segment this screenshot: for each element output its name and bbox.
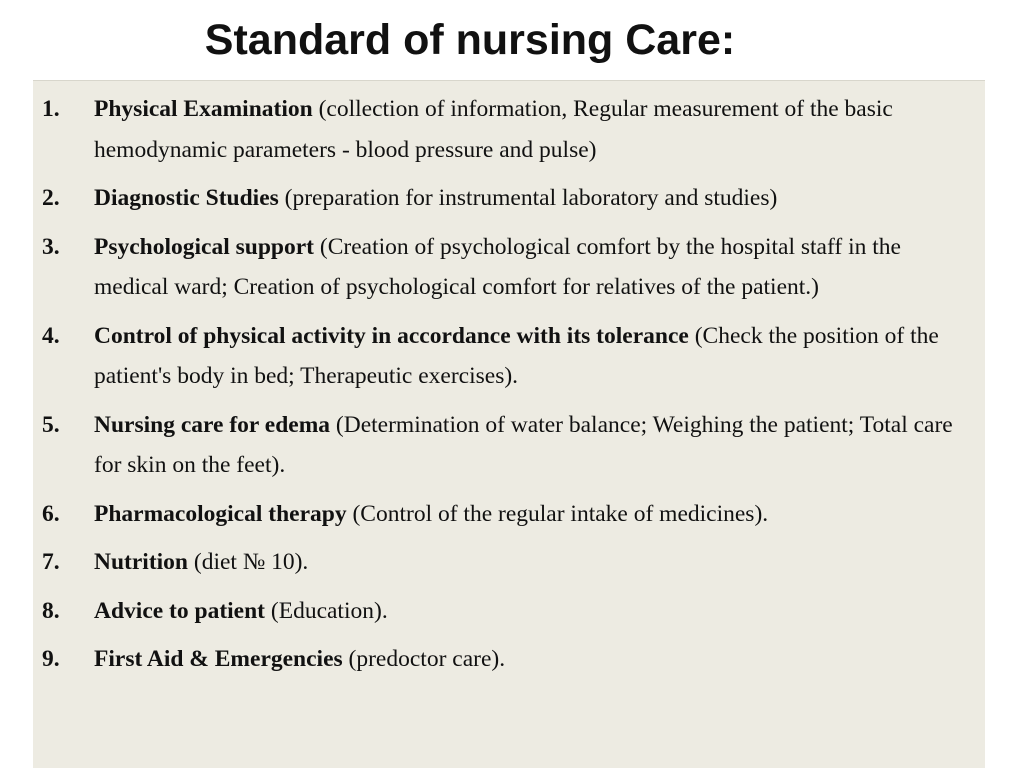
item-heading: Pharmacological therapy [94, 500, 347, 527]
item-number: 5. [42, 411, 60, 438]
list-item [33, 89, 985, 170]
item-description: (collection of information, Regular measurement of the basic hemodynamic parameters - blood pressure and pulse) [94, 96, 893, 163]
item-heading: First Aid & Emergencies [94, 646, 343, 672]
list-item [33, 542, 985, 583]
item-heading: Control of physical activity in accordance with its tolerance [94, 322, 689, 349]
list-item [33, 178, 985, 219]
list-item [33, 591, 985, 632]
item-description: (Creation of psychological comfort by the hospital staff in the medical ward; Creation of psychological comfort for relatives of the patient.) [94, 233, 901, 300]
item-description: (diet № 10). [188, 549, 309, 575]
item-number: 1. [42, 96, 60, 122]
item-number: 8. [42, 597, 60, 624]
item-description: (Check the position of the patient's body in bed; Therapeutic exercises). [94, 322, 939, 389]
care-standards-list [33, 89, 985, 688]
item-description: (Education). [265, 597, 388, 624]
item-number: 2. [42, 185, 60, 211]
list-item [33, 227, 985, 308]
item-heading: Nursing care for edema [94, 411, 331, 438]
item-description: (preparation for instrumental laboratory and studies) [278, 185, 778, 211]
item-number: 3. [42, 233, 60, 260]
item-heading: Psychological support [94, 233, 315, 260]
list-item [33, 494, 985, 535]
item-number: 9. [42, 646, 60, 672]
list-item [33, 316, 985, 397]
item-heading: Diagnostic Studies [94, 185, 279, 211]
list-item [33, 639, 985, 680]
item-description: (Control of the regular intake of medicines). [346, 500, 769, 527]
item-heading: Nutrition [94, 549, 188, 575]
item-heading: Advice to patient [94, 597, 266, 624]
item-number: 7. [42, 549, 60, 575]
list-item [33, 405, 985, 486]
item-description: (Determination of water balance; Weighing the patient; Total care for skin on the feet). [94, 411, 953, 478]
item-heading: Physical Examination [94, 96, 313, 122]
item-number: 6. [42, 500, 60, 527]
item-description: (predoctor care). [342, 646, 506, 672]
content-panel [33, 80, 985, 768]
item-number: 4. [42, 322, 60, 349]
slide-title: Standard of nursing Care: [204, 16, 736, 64]
